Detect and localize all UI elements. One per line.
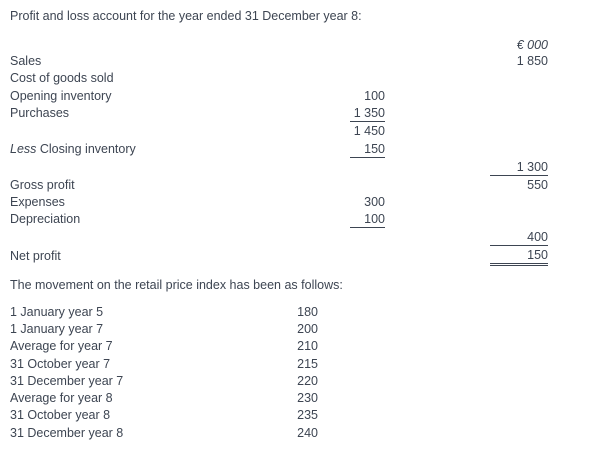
currency-header: € 000 [516,38,548,52]
rpi-row-value: 235 [297,408,318,422]
rpi-intro: The movement on the retail price index has been as follows: [10,278,343,292]
expenses-value: 300 [364,195,385,209]
net-profit-value: 150 [490,247,548,266]
rpi-row-value: 220 [297,374,318,388]
cogs-label: Cost of goods sold [10,71,114,85]
rpi-row-value: 180 [297,305,318,319]
sales-label: Sales [10,54,42,68]
rpi-row-value: 210 [297,339,318,353]
gross-profit-label: Gross profit [10,178,75,192]
rpi-row-label: 1 January year 7 [10,322,104,336]
rpi-row-label: Average for year 8 [10,391,113,405]
depreciation-value: 100 [350,211,385,228]
rpi-row-label: 31 December year 7 [10,374,124,388]
rpi-row-label: 31 October year 8 [10,408,111,422]
opening-inventory-label: Opening inventory [10,89,112,103]
statement-title: Profit and loss account for the year ended 31 December year 8: [10,9,362,23]
rpi-row-value: 240 [297,426,318,440]
rpi-row-label: 31 December year 8 [10,426,124,440]
rpi-row-value: 200 [297,322,318,336]
overheads-value: 400 [490,229,548,246]
sales-value: 1 850 [516,54,548,68]
net-profit-label: Net profit [10,249,61,263]
rpi-row-value: 215 [297,357,318,371]
rpi-row-label: Average for year 7 [10,339,113,353]
rpi-row-label: 1 January year 5 [10,305,104,319]
closing-inventory-value: 150 [350,141,385,158]
rpi-row-label: 31 October year 7 [10,357,111,371]
closing-inventory-label: Less Closing inventory [10,142,136,156]
expenses-label: Expenses [10,195,65,209]
rpi-row-value: 230 [297,391,318,405]
purchases-value: 1 350 [350,105,385,122]
opening-inventory-value: 100 [364,89,385,103]
gross-profit-value: 550 [527,178,548,192]
subtotal-value: 1 450 [353,124,385,138]
cogs-value: 1 300 [490,159,548,176]
depreciation-label: Depreciation [10,212,81,226]
purchases-label: Purchases [10,106,70,120]
